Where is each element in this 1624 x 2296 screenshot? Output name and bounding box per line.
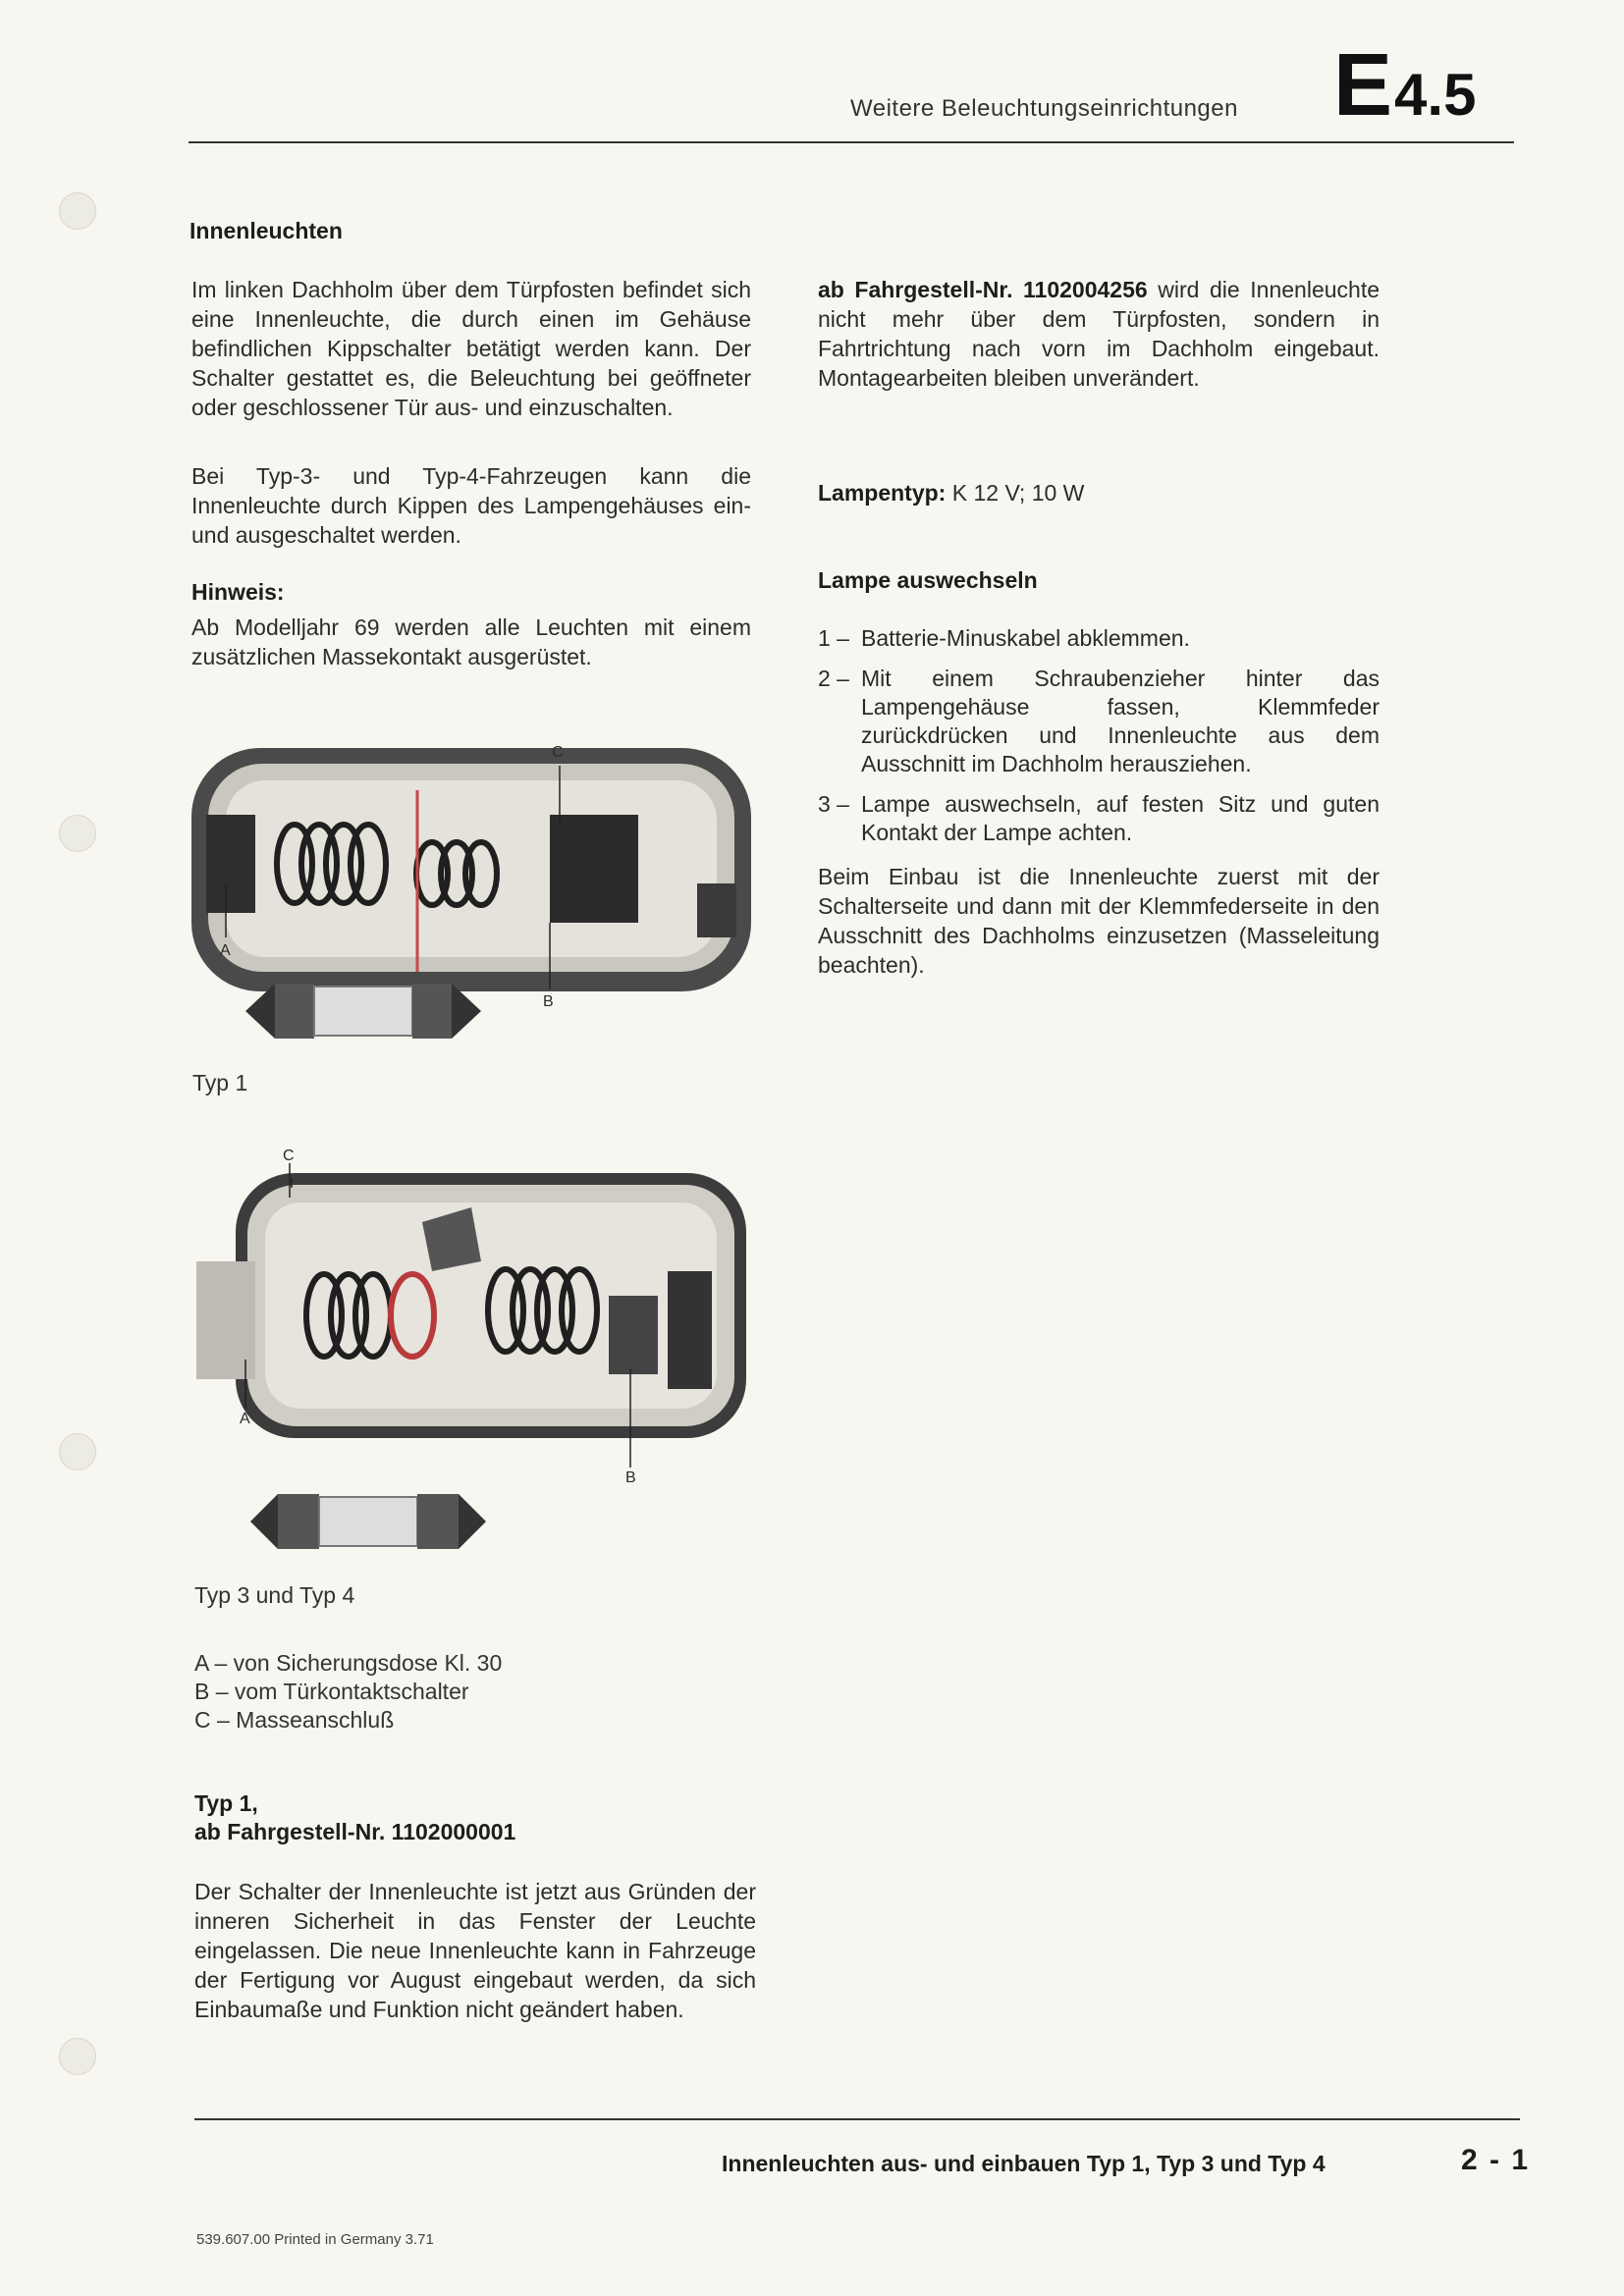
step-text: Batterie-Minuskabel abklemmen. [861,625,1190,651]
lamp-type-label: Lampentyp: [818,480,947,506]
step-text: Mit einem Schraubenzieher hinter das Lampengehäuse fassen, Klemmfeder zurückdrücken und Innenleuchte aus dem Ausschnitt im Dachholm herausziehen. [861,666,1380,776]
caption-typ1: Typ 1 [192,1070,248,1095]
section-letter: E [1333,36,1391,134]
intro-paragraph: Im linken Dachholm über dem Türpfosten befindet sich eine Innenleuchte, die durch einen im Gehäuse befindlichen Kippschalter betätigt werden kann. Der Schalter gestattet es, die Beleuchtung bei geöffneter oder geschlossener Tür aus- und einzuschalten. [191,277,751,420]
step-number: 3 – [818,791,849,817]
legend-item-b: B – vom Türkontaktschalter [194,1679,469,1704]
note-heading: Hinweis: [191,579,285,605]
binder-hole [59,815,96,852]
typ1-paragraph: Der Schalter der Innenleuchte ist jetzt aus Gründen der inneren Sicherheit in das Fenster der Leuchte eingelassen. Die neue Innenleuchte kann in Fahrzeuge der Fertigung vor August eingebaut werden, da sich Einbaumaße und Funktion nicht geändert haben. [194,1879,756,2022]
steps-list [818,624,1380,847]
lamp-type-value: K 12 V; 10 W [946,480,1085,506]
fig1-label-a: A [220,942,231,959]
fig2-label-c: C [283,1148,295,1164]
section-code [1333,36,1477,134]
note-text: Ab Modelljahr 69 werden alle Leuchten mit einem zusätzlichen Massekontakt ausgerüstet. [191,614,751,669]
figure-typ3-4 [187,1144,776,1487]
footer-title: Innenleuchten aus- und einbauen Typ 1, Typ 3 und Typ 4 [722,2151,1326,2176]
binder-hole [59,1433,96,1470]
fig2-label-a: A [240,1411,250,1427]
step-number: 1 – [818,625,849,651]
legend [194,1649,502,1735]
chassis-number: ab Fahrgestell-Nr. 1102004256 [818,277,1148,302]
bulb-icon [250,1482,486,1561]
typ34-paragraph: Bei Typ-3- und Typ-4-Fahrzeugen kann die Innenleuchte durch Kippen des Lampengehäuses ein- und ausgeschaltet werden. [191,463,751,548]
list-item [818,624,1380,653]
step-text: Lampe auswechseln, auf festen Sitz und guten Kontakt der Lampe achten. [861,791,1380,845]
lamp-type [818,478,1380,507]
fig1-label-c: C [552,744,564,761]
fig1-label-b: B [543,993,554,1010]
header-title: Weitere Beleuchtungseinrichtungen [850,95,1238,122]
install-paragraph: Beim Einbau ist die Innenleuchte zuerst mit der Schalterseite und dann mit der Klemmfederseite in den Ausschnitt des Dachholms einzusetzen (Masseleitung beachten). [818,864,1380,978]
chassis-text: wird die Innenleuchte nicht mehr über dem Türpfosten, sondern in Fahrtrichtung nach vorn im Dachholm eingebaut. Montagearbeiten bleiben unverändert. [818,277,1380,391]
page-number: 2 - 1 [1461,2144,1531,2176]
print-note: 539.607.00 Printed in Germany 3.71 [196,2231,434,2248]
legend-item-a: A – von Sicherungsdose Kl. 30 [194,1650,503,1676]
step-number: 2 – [818,666,849,691]
footer-rule [194,2118,1520,2120]
chassis-paragraph [818,275,1380,393]
legend-item-c: C – Masseanschluß [194,1707,395,1733]
typ1-heading-line1: Typ 1, [194,1790,258,1816]
section-number: 4.5 [1394,62,1477,128]
typ1-heading-line2: ab Fahrgestell-Nr. 1102000001 [194,1819,516,1844]
list-item [818,665,1380,778]
bulb-typ1 [245,972,481,1050]
lamp-illustration-typ3-4 [187,1144,776,1487]
list-item [818,790,1380,847]
binder-hole [59,192,96,230]
heading-innenleuchten: Innenleuchten [189,218,343,243]
binder-hole [59,2038,96,2075]
bulb-typ3-4 [250,1482,486,1561]
bulb-icon [245,972,481,1050]
fig2-label-b: B [625,1469,636,1486]
replace-heading: Lampe auswechseln [818,567,1038,593]
caption-typ3-4: Typ 3 und Typ 4 [194,1582,355,1608]
header-rule [189,141,1514,143]
